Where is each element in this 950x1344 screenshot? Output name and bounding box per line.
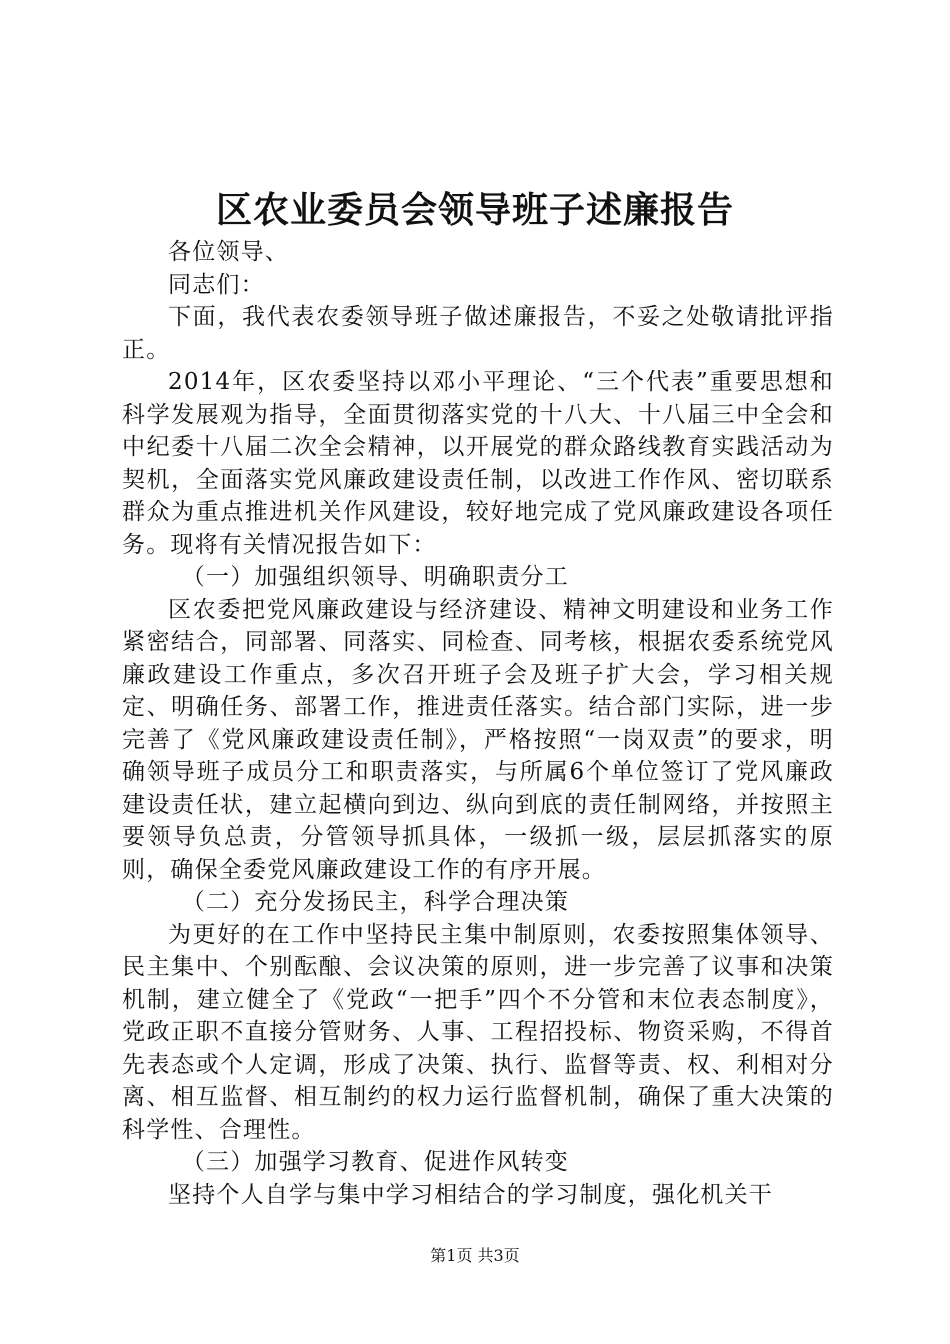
salutation-line-1: 各位领导、 xyxy=(168,239,289,265)
overview-paragraph: 2014年，区农委坚持以邓小平理论、“三个代表”重要思想和科学发展观为指导，全面贯彻落实党的十八大、十八届三中全会和中纪委十八届二次全会精神，以开展党的群众路线教育实践活动为契机，全面落实党风廉政建设责任制，以改进工作作风、密切联系群众为重点推进机关作风建设，较好地完成了党风廉政建设各项任务。现将有关情况报告如下： xyxy=(122,369,834,558)
section-1-paragraph: 区农委把党风廉政建设与经济建设、精神文明建设和业务工作紧密结合，同部署、同落实、同检查、同考核，根据农委系统党风廉政建设工作重点，多次召开班子会及班子扩大会，学习相关规定、明确任务、部署工作，推进责任落实。结合部门实际，进一步完善了《党风廉政建设责任制》，严格按照“一岗双责”的要求，明确领导班子成员分工和职责落实，与所属6个单位签订了党风廉政建设责任状，建立起横向到边、纵向到底的责任制网络，并按照主要领导负总责，分管领导抓具体，一级抓一级，层层抓落实的原则，确保全委党风廉政建设工作的有序开展。 xyxy=(122,596,834,883)
page-number-footer: 第1页 共3页 xyxy=(430,1246,520,1265)
section-heading-1: （一）加强组织领导、明确职责分工 xyxy=(181,564,569,590)
intro-paragraph: 下面，我代表农委领导班子做述廉报告，不妥之处敬请批评指正。 xyxy=(122,304,834,363)
document-title: 区农业委员会领导班子述廉报告 xyxy=(215,189,734,231)
section-heading-2: （二）充分发扬民主，科学合理决策 xyxy=(181,889,569,915)
section-heading-3: （三）加强学习教育、促进作风转变 xyxy=(181,1149,569,1175)
document-body xyxy=(122,236,834,1211)
section-3-paragraph: 坚持个人自学与集中学习相结合的学习制度，强化机关干 xyxy=(168,1181,773,1208)
section-2-paragraph: 为更好的在工作中坚持民主集中制原则，农委按照集体领导、民主集中、个别酝酿、会议决策的原则，进一步完善了议事和决策机制，建立健全了《党政“一把手”四个不分管和末位表态制度》，党政正职不直接分管财务、人事、工程招投标、物资采购，不得首先表态或个人定调，形成了决策、执行、监督等责、权、利相对分离、相互监督、相互制约的权力运行监督机制，确保了重大决策的科学性、合理性。 xyxy=(122,921,834,1143)
salutation-line-2: 同志们： xyxy=(168,271,265,298)
